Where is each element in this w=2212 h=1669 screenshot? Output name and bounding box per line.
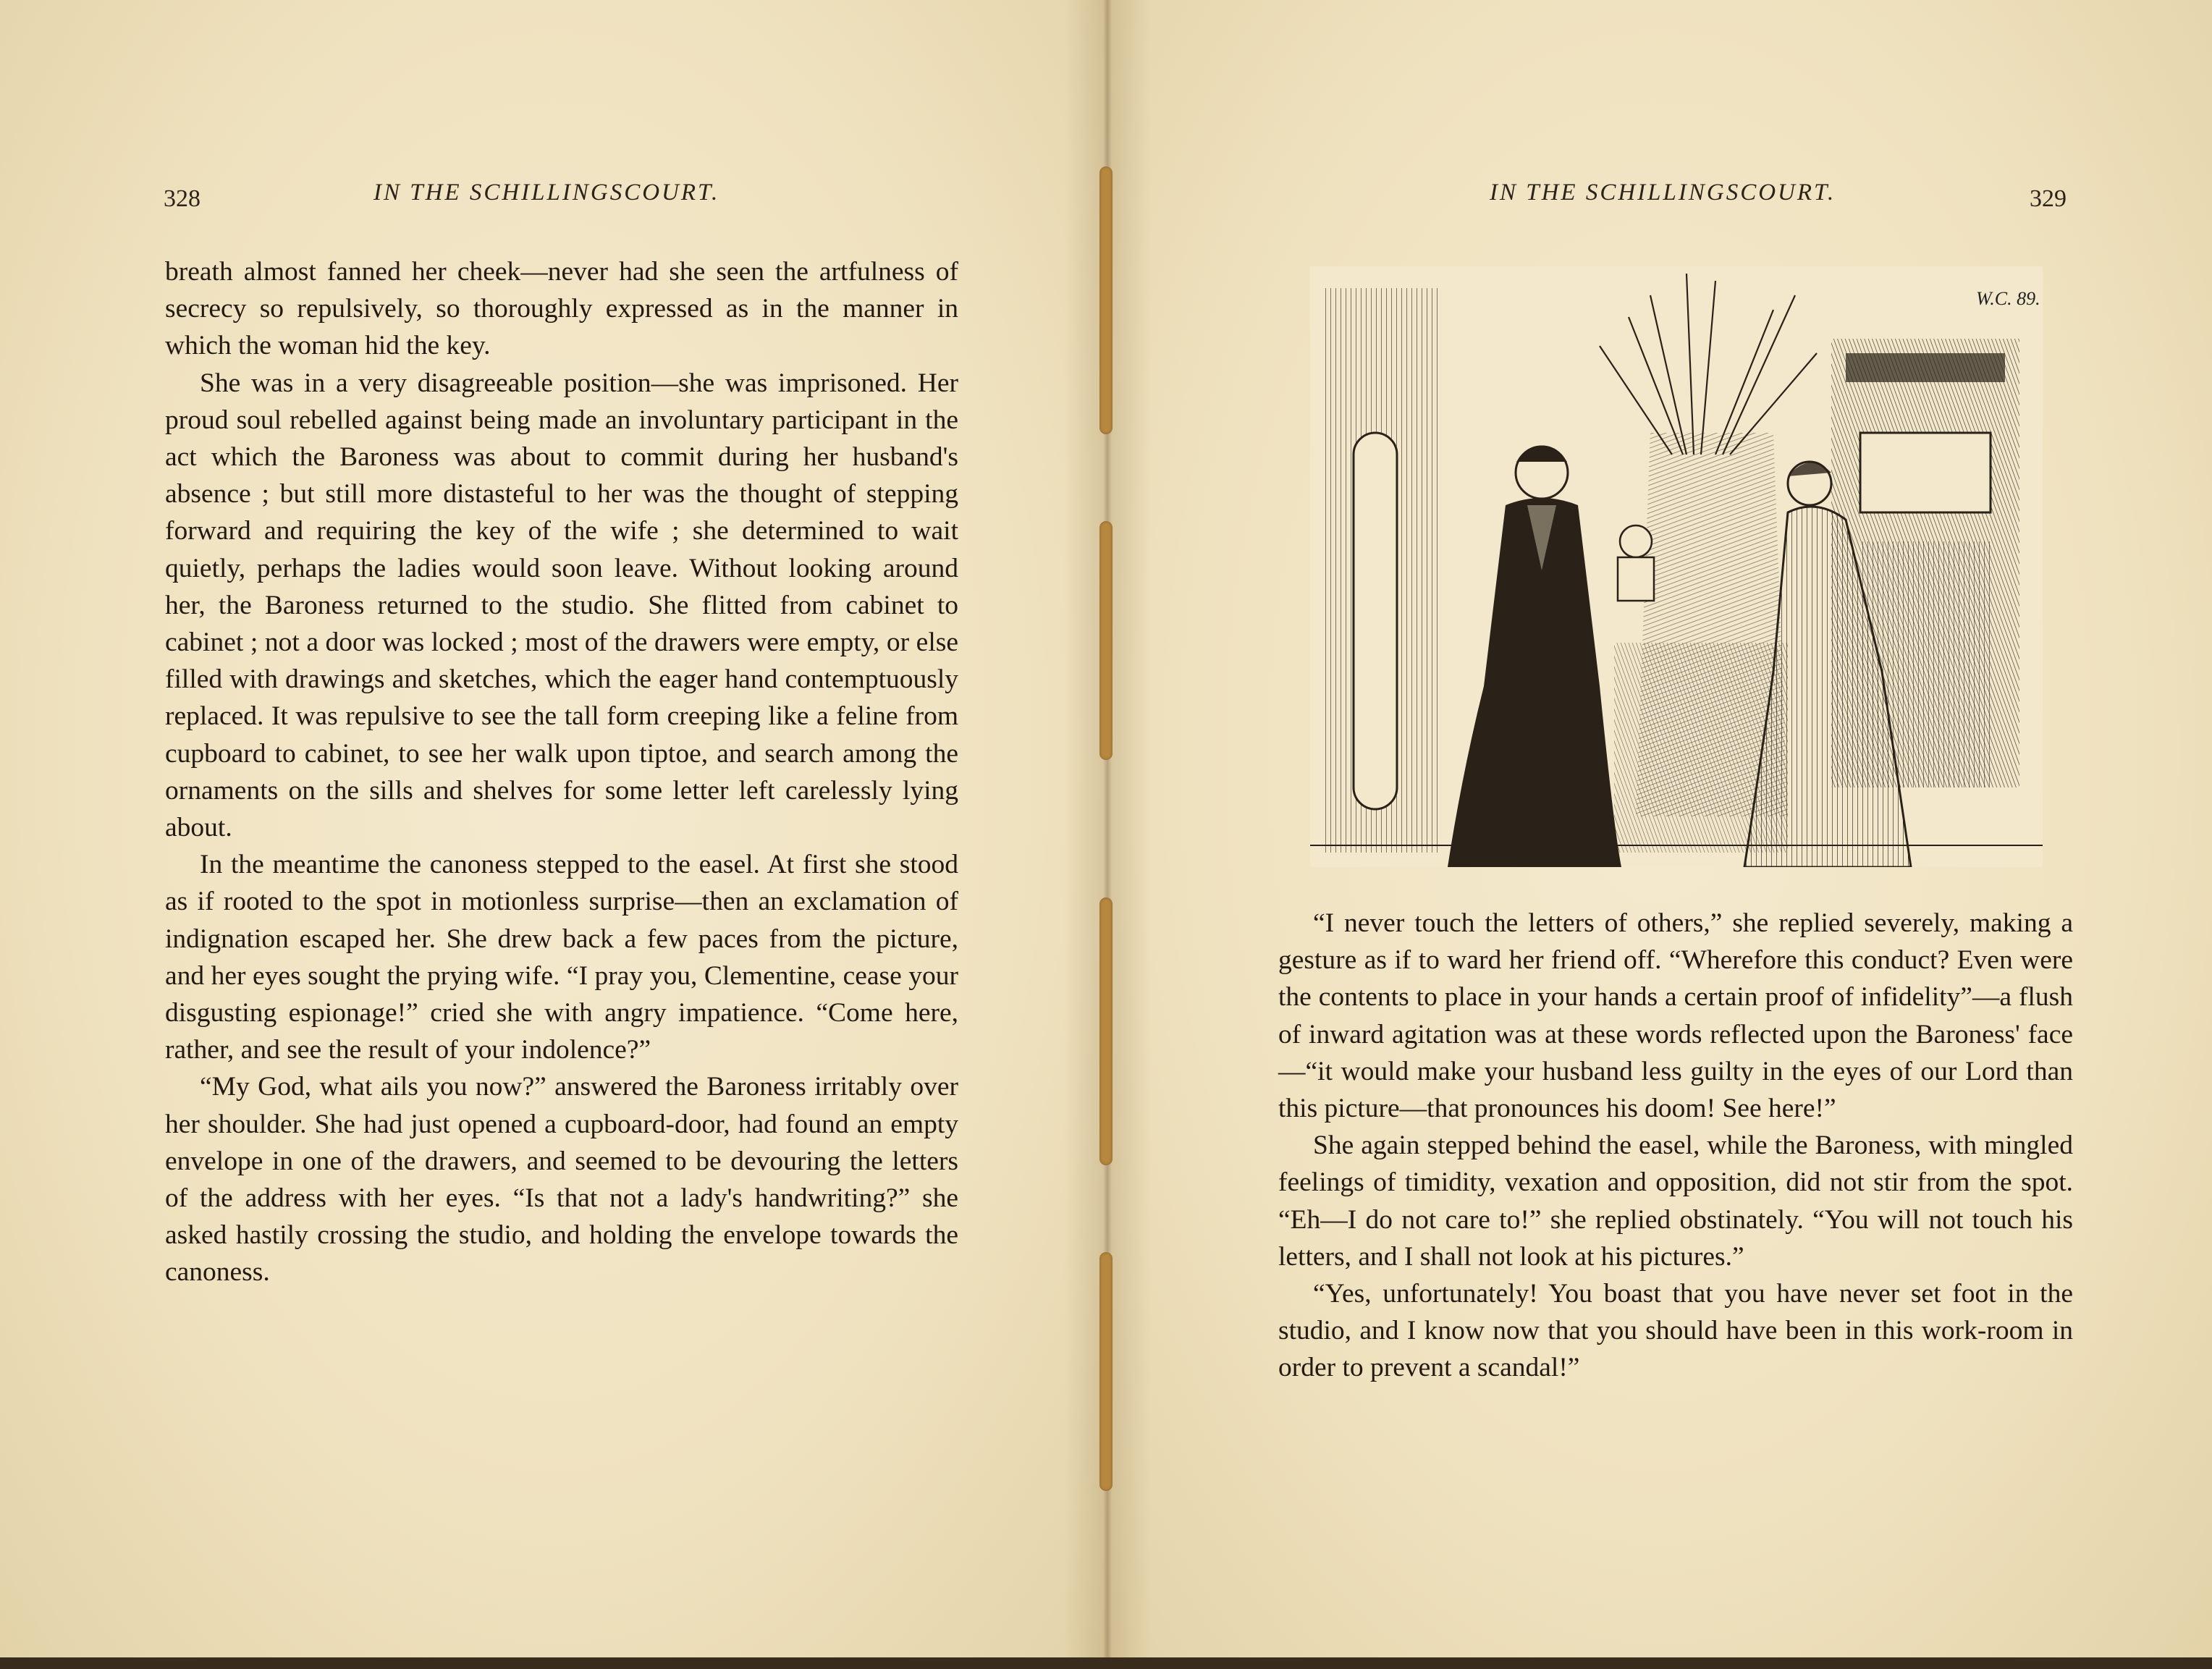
right-paragraph: “I never touch the letters of others,” she replied severely, making a gesture as if to ward her friend off. “Wherefore this conduct? Even were the contents to place in your hands a certain proof of infidelity”—a flush of inward agitation was at these words reflected upon the Baroness' face—“it would make your husband less guilty in the eyes of our Lord than this picture—that pronounces his doom! See here!” bbox=[1278, 908, 2073, 1124]
binding-stitch bbox=[1099, 521, 1113, 760]
right-page-text bbox=[1278, 905, 2073, 1387]
page-number-right: 329 bbox=[2030, 185, 2067, 212]
left-page-text bbox=[165, 253, 958, 1291]
page-number-left: 328 bbox=[164, 185, 200, 212]
illustration-plate bbox=[1310, 266, 2043, 867]
left-paragraph: “My God, what ails you now?” answered the Baroness irritably over her shoulder. She had just opened a cupboard-door, had found an empty envelope in one of the drawers, and seemed to be devouring the letters of the address with her eyes. “Is that not a lady's handwriting?” she asked hastily crossing the studio, and holding the envelope towards the canoness. bbox=[165, 1072, 958, 1288]
binding-stitch bbox=[1099, 1252, 1113, 1491]
left-paragraph: breath almost fanned her cheek—never had she seen the artfulness of secrecy so repulsively, so thoroughly expressed as in the manner in which the woman hid the key. bbox=[165, 257, 958, 361]
binding-stitch bbox=[1099, 897, 1113, 1165]
engraving-two-women-in-studio bbox=[1310, 266, 2043, 867]
binding-stitch bbox=[1099, 166, 1113, 434]
right-paragraph: She again stepped behind the easel, while the Baroness, with mingled feelings of timidity, vexation and opposition, did not stir from the spot. “Eh—I do not care to!” she replied obstinately. “You will not touch his letters, and I shall not look at his pictures.” bbox=[1278, 1131, 2073, 1272]
book-bottom-edge bbox=[0, 1657, 2212, 1669]
right-paragraph: “Yes, unfortunately! You boast that you have never set foot in the studio, and I know now that you should have been in this work-room in order to prevent a scandal!” bbox=[1278, 1279, 2073, 1383]
left-paragraph: She was in a very disagreeable position—she was imprisoned. Her proud soul rebelled against being made an involuntary participant in the act which the Baroness was about to commit during her husband's absence ; but still more distasteful to her was the thought of stepping forward and requiring the key of the wife ; she determined to wait quietly, perhaps the ladies would soon leave. Without looking around her, the Baroness returned to the studio. She flitted from cabinet to cabinet ; not a door was locked ; most of the drawers were empty, or else filled with drawings and sketches, which the eager hand contemptuously replaced. It was repulsive to see the tall form creeping like a feline from cupboard to cabinet, to see her walk upon tiptoe, and search among the ornaments on the sills and shelves for some letter left carelessly lying about. bbox=[165, 368, 958, 843]
left-paragraph: In the meantime the canoness stepped to the easel. At first she stood as if rooted to the spot in motionless surprise—then an exclamation of indignation escaped her. She drew back a few paces from the picture, and her eyes sought the prying wife. “I pray you, Clementine, cease your disgusting espionage!” cried she with angry impatience. “Come here, rather, and see the result of your indolence?” bbox=[165, 850, 958, 1065]
running-head-left: IN THE SCHILLINGSCOURT. bbox=[373, 179, 720, 206]
running-head-right: IN THE SCHILLINGSCOURT. bbox=[1490, 179, 1836, 206]
illustrator-signature: W.C. 89. bbox=[1976, 288, 2040, 309]
